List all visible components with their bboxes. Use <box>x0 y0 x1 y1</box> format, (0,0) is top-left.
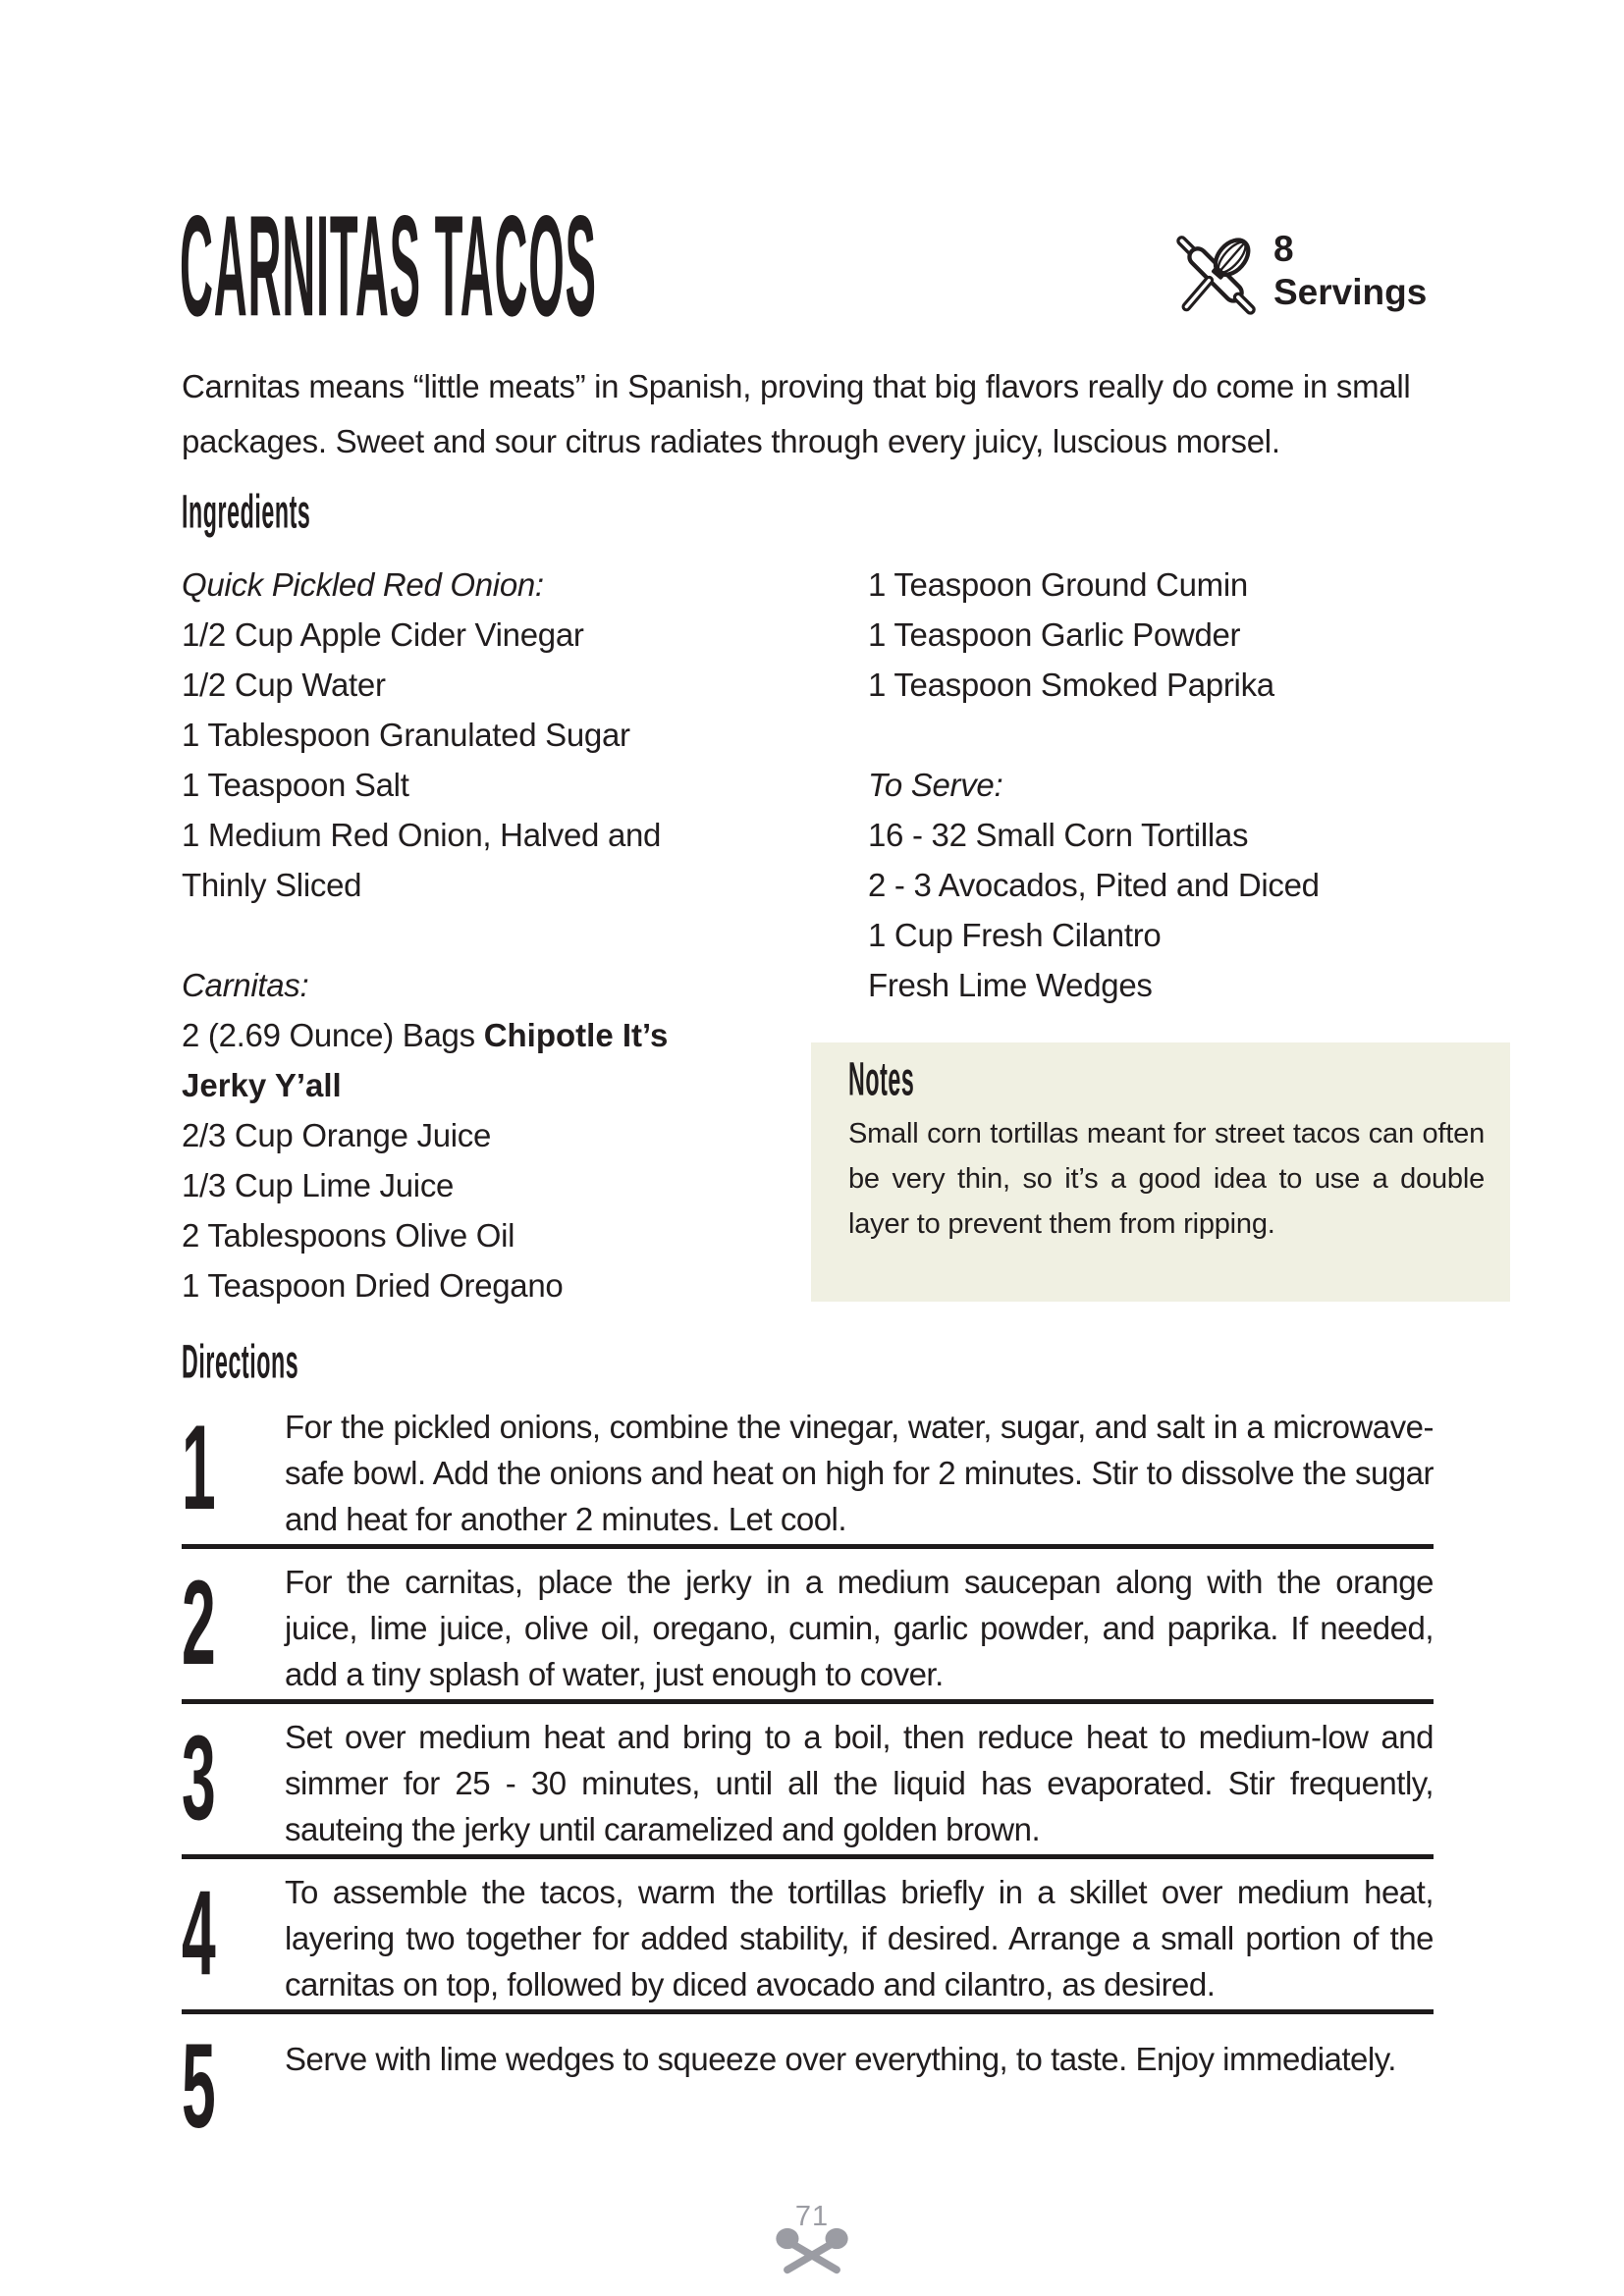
notes-box <box>811 1042 1510 1302</box>
ingredient-subheading: To Serve: <box>868 767 1003 803</box>
ingredient-line: 2 (2.69 Ounce) Bags Chipotle It’s <box>182 1017 669 1053</box>
ingredients-heading: Ingredients <box>182 486 311 539</box>
ingredient-line: 1/2 Cup Water <box>182 667 386 703</box>
ingredient-line: 1 Tablespoon Granulated Sugar <box>182 717 630 753</box>
step-number-cell <box>182 1549 285 1699</box>
page-title: CARNITAS TACOS <box>180 186 597 347</box>
directions-steps <box>182 1394 1434 2162</box>
rolling-pin-and-whisk-icon <box>1171 226 1262 320</box>
ingredient-line: 1 Teaspoon Garlic Powder <box>868 616 1241 653</box>
step-text: To assemble the tacos, warm the tortillas briefly in a skillet over medium heat, layering two together for added stability, if desired. Arrange a small portion of the carnitas on top, followed by diced avocado and cilantro, as desired. <box>285 1874 1434 2002</box>
ingredient-line: 16 - 32 Small Corn Tortillas <box>868 817 1249 853</box>
ingredients-right-column <box>868 560 1477 1010</box>
ingredient-line: Thinly Sliced <box>182 867 362 903</box>
ingredient-line: 2/3 Cup Orange Juice <box>182 1117 492 1153</box>
ingredient-line: 1 Teaspoon Ground Cumin <box>868 566 1248 603</box>
servings-count: 8 <box>1273 229 1294 269</box>
step-row <box>182 1394 1434 1549</box>
step-number-cell <box>182 2014 285 2162</box>
ingredient-line: 2 - 3 Avocados, Pited and Diced <box>868 867 1320 903</box>
step-number: 4 <box>182 1866 216 2002</box>
ingredient-line: 1 Teaspoon Dried Oregano <box>182 1267 564 1304</box>
crossed-spoons-icon <box>774 2226 850 2279</box>
step-number-cell <box>182 1704 285 1854</box>
ingredient-line: Fresh Lime Wedges <box>868 967 1153 1003</box>
footer-page-number: 71 <box>794 2201 830 2232</box>
step-text: For the pickled onions, combine the vinegar, water, sugar, and salt in a microwave-safe bowl. Add the onions and heat on high for 2 minutes. Stir to dissolve the sugar and heat for another 2 minutes. Let cool. <box>285 1409 1434 1537</box>
directions-heading: Directions <box>182 1336 299 1389</box>
step-row <box>182 2014 1434 2162</box>
ingredient-line: 1 Cup Fresh Cilantro <box>868 917 1162 953</box>
step-row <box>182 1704 1434 1859</box>
step-number-cell <box>182 1859 285 2009</box>
step-number: 2 <box>182 1556 216 1691</box>
notes-text: Small corn tortillas meant for street tacos can often be very thin, so it’s a good idea to use a double layer to prevent them from ripping. <box>848 1118 1485 1240</box>
ingredient-subheading: Carnitas: <box>182 967 309 1003</box>
step-row <box>182 1549 1434 1704</box>
ingredients-left-column <box>182 560 830 1310</box>
ingredient-line: 1 Medium Red Onion, Halved and <box>182 817 662 853</box>
step-number: 3 <box>182 1711 216 1846</box>
ingredient-line: 2 Tablespoons Olive Oil <box>182 1217 515 1254</box>
step-text: For the carnitas, place the jerky in a medium saucepan along with the orange juice, lime juice, olive oil, oregano, cumin, garlic powder, and paprika. If needed, add a tiny splash of water, just enough to cover. <box>285 1564 1434 1692</box>
servings-label: Servings <box>1273 272 1428 312</box>
ingredient-subheading: Quick Pickled Red Onion: <box>182 566 544 603</box>
ingredient-spacer <box>182 910 830 960</box>
step-number-cell <box>182 1394 285 1544</box>
step-number: 5 <box>182 2019 216 2155</box>
ingredient-line: 1 Teaspoon Smoked Paprika <box>868 667 1274 703</box>
step-number: 1 <box>182 1401 216 1536</box>
intro-text: Carnitas means “little meats” in Spanish, proving that big flavors really do come in small packages. Sweet and sour citrus radiates through every juicy, luscious morsel. <box>182 368 1411 459</box>
ingredient-line: 1/2 Cup Apple Cider Vinegar <box>182 616 584 653</box>
step-row <box>182 1859 1434 2014</box>
ingredient-line: 1 Teaspoon Salt <box>182 767 409 803</box>
ingredient-line: Jerky Y’all <box>182 1067 342 1103</box>
ingredient-spacer <box>868 710 1477 760</box>
step-text: Serve with lime wedges to squeeze over everything, to taste. Enjoy immediately. <box>285 2041 1396 2077</box>
notes-heading: Notes <box>848 1053 915 1106</box>
ingredient-line: 1/3 Cup Lime Juice <box>182 1167 455 1203</box>
step-text: Set over medium heat and bring to a boil, then reduce heat to medium-low and simmer for 25 - 30 minutes, until all the liquid has evaporated. Stir frequently, sauteing the jerky until caramelized and golden brown. <box>285 1719 1434 1847</box>
